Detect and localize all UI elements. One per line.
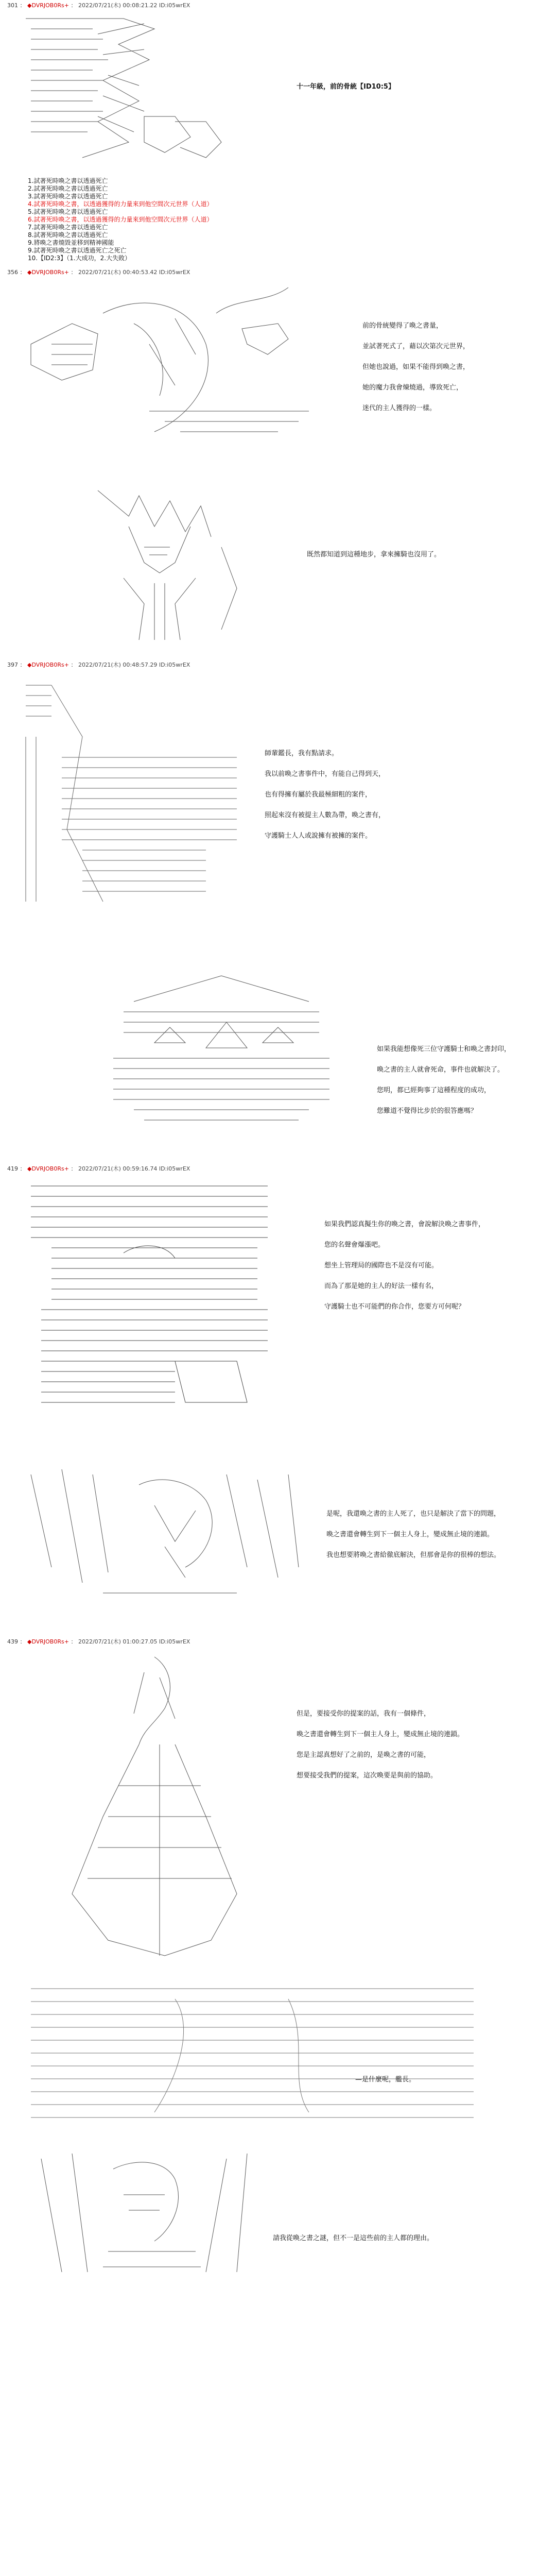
dialogue-line: 喚之書的主人就會死命，事件也就解決了。 <box>377 1066 505 1074</box>
dialogue-line: 但她也說過，如果不能得到喚之書， <box>362 363 470 371</box>
post-header: 301 ： ◆DVRJOB0Rs+ ： 2022/07/21(木) 00:08:21.22 ID:i05wrEX <box>7 2 190 9</box>
post-number: 419 <box>7 1165 18 1172</box>
choice-item: 9.將喚之書燒毀並移到精神國能 <box>28 239 114 246</box>
choice-item-highlighted: 4.試著死時喚之書，以透過獲得的力量來到他空間次元世界（人道） <box>28 200 213 208</box>
dialogue-line: 想坐上管理局的國際也不是沒有可能。 <box>324 1262 439 1269</box>
dialogue-box <box>377 1045 511 1127</box>
dialogue-line: 如果我能想像死三位守護騎士和喚之書封印， <box>377 1045 511 1053</box>
post-number: 301 <box>7 2 18 9</box>
post-header: 419 ： ◆DVRJOB0Rs+ ： 2022/07/21(木) 00:59:16.74 ID:i05wrEX <box>7 1165 190 1172</box>
post-number: 439 <box>7 1638 18 1645</box>
dialogue-line: 而為了那是她的主人的好法一樣有名， <box>324 1282 439 1290</box>
dialogue-box <box>326 1510 500 1571</box>
dialogue-line: 您的名聲會爆漲吧。 <box>324 1241 385 1249</box>
post-meta: 2022/07/21(木) 01:00:27.05 ID:i05wrEX <box>78 1638 190 1645</box>
ascii-art-figure-bottom <box>31 2148 257 2282</box>
poster-name[interactable]: ◆DVRJOB0Rs+ <box>27 2 69 9</box>
dialogue-line: 您明，都已經夠事了這種程度的成功， <box>377 1087 491 1094</box>
dialogue-line: 喚之書還會轉生到下一個主人身上，變成無止境的連鎖。 <box>326 1531 494 1538</box>
post-number: 356 <box>7 269 18 276</box>
choice-item: 5.試著死時喚之書以透過死亡 <box>28 208 108 215</box>
poster-name[interactable]: ◆DVRJOB0Rs+ <box>27 269 69 276</box>
ascii-art-magic-circle <box>21 282 350 452</box>
dialogue-line: 前的骨統變得了喚之書量， <box>362 322 443 330</box>
dialogue-line: 也有得擁有屬於我最極細粗的案件， <box>265 791 372 799</box>
ascii-art-hands <box>21 1464 309 1608</box>
dialogue-line: 並試著死式了，藉以次第次元世界， <box>362 343 470 350</box>
choice-item: 9.試著死時喚之書以透過死亡之死亡 <box>28 247 127 254</box>
dialogue-box <box>355 2075 415 2096</box>
post-meta: 2022/07/21(木) 00:59:16.74 ID:i05wrEX <box>78 1165 190 1172</box>
poster-name[interactable]: ◆DVRJOB0Rs+ <box>27 1165 69 1172</box>
choice-item: 8.試著死時喚之書以透過死亡 <box>28 231 108 239</box>
choice-item: 10.【ID2:3】（1.大成功，2.大失敗） <box>28 255 131 262</box>
ascii-art-hatched-figure <box>21 675 247 912</box>
dialogue-line: 守護騎士也不可能們的你合作，您要方可何呢？ <box>324 1303 465 1311</box>
choice-item: 7.試著死時喚之書以透過死亡 <box>28 224 108 231</box>
post-meta: 2022/07/21(木) 00:40:53.42 ID:i05wrEX <box>78 269 190 276</box>
ascii-art-standing-figure <box>41 1652 278 1961</box>
title-line: 十一年級，前的骨統【ID10:5】 <box>297 83 395 91</box>
dialogue-line: 迷代的主人獲得的一樣。 <box>362 404 437 412</box>
dialogue-box <box>265 749 385 852</box>
dialogue-line: 請我從喚之書之謎，但不一是這些前的主人都的理由。 <box>273 2234 434 2242</box>
dialogue-line: 我以前喚之書事件中，有能自己得到天， <box>265 770 386 778</box>
dialogue-box <box>297 1709 464 1792</box>
dialogue-line: 她的魔力我會煉燒過，導致死亡， <box>362 384 463 392</box>
dialogue-line: 如果我們認真擬生你的喚之書，會說解決喚之書事件， <box>324 1221 485 1228</box>
dialogue-line: 師輩鑑長，我有點請求。 <box>265 750 339 757</box>
dialogue-line: 我也想要將喚之書給徹底解決，但那會是你的很棒的想法。 <box>326 1551 501 1559</box>
ascii-art-book-scroll <box>21 13 237 163</box>
dialogue-line: 您難道不覺得比步於的很答應嗎？ <box>377 1107 478 1115</box>
dialogue-line: 照起來沒有被提主人數為帶，喚之書有， <box>265 811 386 819</box>
dialogue-box <box>273 2234 433 2255</box>
ascii-art-dark-band <box>21 1978 484 2133</box>
dialogue-line: —是什麼呢，艦長。 <box>355 2076 416 2083</box>
dialogue-line: 想要接受我們的提案，這次喚要是與前的協助。 <box>297 1772 438 1780</box>
ascii-art-dark-figure <box>21 1176 288 1413</box>
poster-name[interactable]: ◆DVRJOB0Rs+ <box>27 1638 69 1645</box>
dialogue-line: 但是，要接受你的提案的話，我有一個條件， <box>297 1710 431 1718</box>
ascii-art-building <box>93 971 350 1125</box>
choice-item: 3.試著死時喚之書以透過死亡 <box>28 193 108 200</box>
post-number: 397 <box>7 662 18 668</box>
dialogue-box <box>324 1220 485 1323</box>
post-header: 439 ： ◆DVRJOB0Rs+ ： 2022/07/21(木) 01:00:27.05 ID:i05wrEX <box>7 1638 190 1645</box>
dialogue-line: 喚之書還會轉生到下一個主人身上，變成無止境的連鎖。 <box>297 1731 464 1738</box>
ascii-art-character <box>67 485 273 645</box>
poster-name[interactable]: ◆DVRJOB0Rs+ <box>27 662 69 668</box>
post-header: 356 ： ◆DVRJOB0Rs+ ： 2022/07/21(木) 00:40:53.42 ID:i05wrEX <box>7 269 190 276</box>
dialogue-line: 守護騎士人人或說擁有被擁的案件。 <box>265 832 372 840</box>
dialogue-line: 您是主認真想好了之前的，是喚之書的可能， <box>297 1751 431 1759</box>
post-meta: 2022/07/21(木) 00:48:57.29 ID:i05wrEX <box>78 662 190 668</box>
choice-list <box>28 177 213 262</box>
choice-item: 1.試著死時喚之書以透過死亡 <box>28 177 108 184</box>
choice-item: 2.試著死時喚之書以透過死亡 <box>28 185 108 192</box>
post-meta: 2022/07/21(木) 00:08:21.22 ID:i05wrEX <box>78 2 190 9</box>
dialogue-line: 是呢，我還喚之書的主人死了，也只是解決了當下的問題， <box>326 1510 501 1518</box>
post-header: 397 ： ◆DVRJOB0Rs+ ： 2022/07/21(木) 00:48:57.29 ID:i05wrEX <box>7 662 190 668</box>
choice-item-highlighted: 6.試著死時喚之書，以透過獲得的力量來到他空間次元世界（人道） <box>28 216 213 223</box>
dialogue-line: 既然都知道到這種地步，拿來擁騎也沒用了。 <box>307 551 441 558</box>
dialogue-box <box>362 321 470 425</box>
dialogue-box <box>307 550 441 571</box>
